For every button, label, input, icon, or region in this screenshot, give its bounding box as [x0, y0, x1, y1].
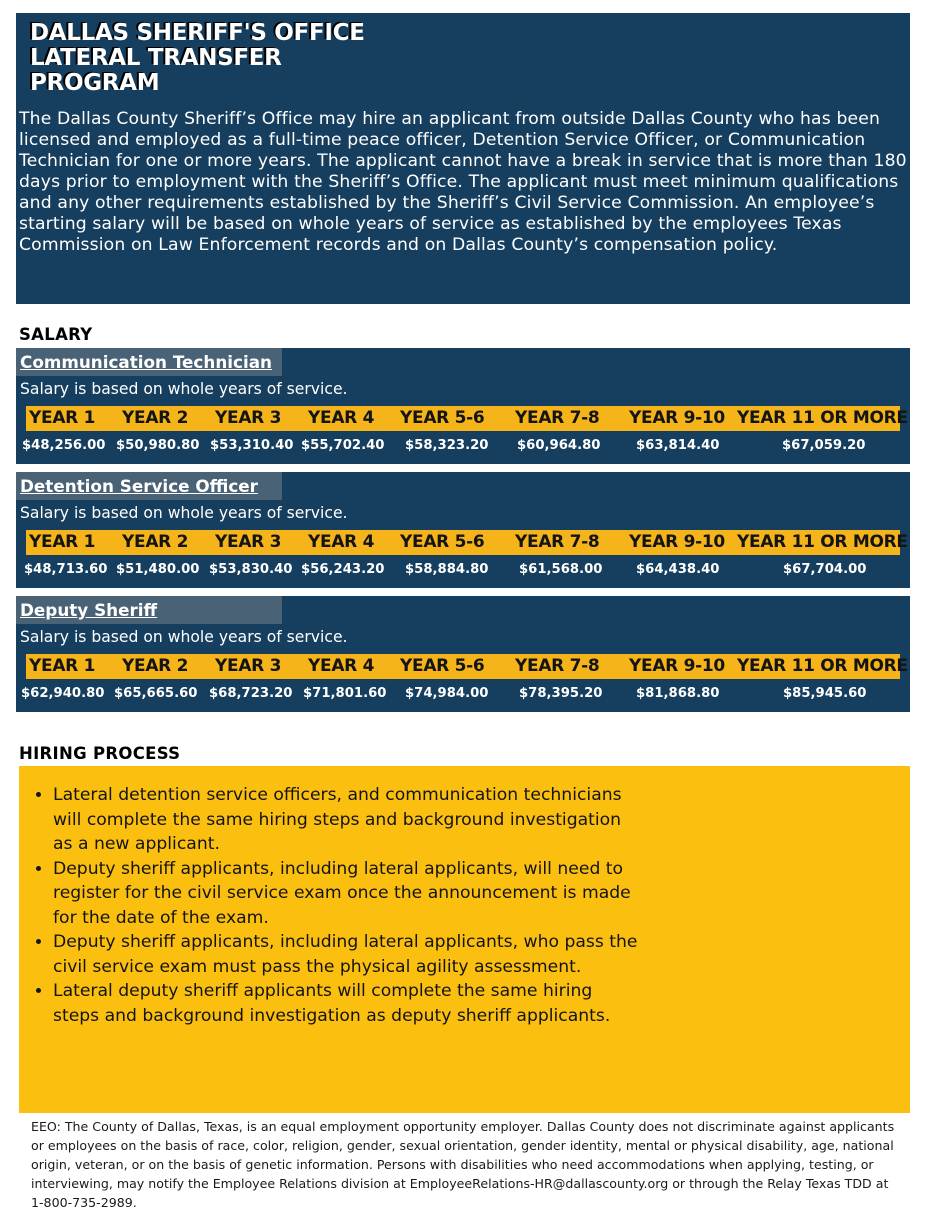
- year-label: YEAR 11 OR MORE: [737, 408, 908, 428]
- year-label: YEAR 3: [215, 532, 282, 552]
- salary-value: $58,323.20: [405, 438, 489, 453]
- salary-value: $74,984.00: [405, 686, 489, 701]
- year-label: YEAR 7-8: [515, 408, 600, 428]
- intro-paragraph: The Dallas County Sheriff’s Office may hire an applicant from outside Dallas County who has been licensed and employed as a full-time peace officer, Detention Service Officer, or Communication Technician for one or more years. The applicant cannot have a break in service that is more than 180 days prior to employment with the Sheriff’s Office. The applicant must meet minimum qualifications and any other requirements established by the Sheriff’s Civil Service Commission. An employee’s starting salary will be based on whole years of service as established by the employees Texas Commission on Law Enforcement records and on Dallas County’s compensation policy.: [19, 109, 907, 255]
- year-label: YEAR 11 OR MORE: [737, 656, 908, 676]
- year-header-row: [26, 530, 908, 555]
- year-label: YEAR 2: [122, 408, 189, 428]
- salary-value: $60,964.80: [517, 438, 601, 453]
- hiring-steps-list: [33, 783, 643, 1028]
- year-label: YEAR 4: [308, 532, 375, 552]
- salary-box-deputy-sheriff: [16, 596, 910, 712]
- salary-value: $63,814.40: [636, 438, 720, 453]
- eeo-statement: EEO: The County of Dallas, Texas, is an equal employment opportunity employer. Dallas County does not discriminate against applicants or employees on the basis of race, color, religion, gender, sexual orientation, gender identity, mental or physical disability, age, national origin, veteran, or on the basis of genetic information. Persons with disabilities who need accommodations when applying, testing, or interviewing, may notify the Employee Relations division at EmployeeRelations-HR@dallascounty.org or through the Relay Texas TDD at 1-800-735-2989.: [31, 1119, 895, 1210]
- year-label: YEAR 1: [29, 408, 96, 428]
- year-label: YEAR 9-10: [629, 532, 725, 552]
- header-banner: [16, 13, 910, 304]
- salary-value: $50,980.80: [116, 438, 200, 453]
- salary-box-detention-service-officer: [16, 472, 910, 588]
- year-label: YEAR 3: [215, 656, 282, 676]
- salary-value: $64,438.40: [636, 562, 720, 577]
- salary-value: $48,713.60: [24, 562, 108, 577]
- year-label: YEAR 3: [215, 408, 282, 428]
- salary-value: $51,480.00: [116, 562, 200, 577]
- salary-value: $78,395.20: [519, 686, 603, 701]
- year-label: YEAR 2: [122, 656, 189, 676]
- year-label: YEAR 1: [29, 532, 96, 552]
- salary-value: $48,256.00: [22, 438, 106, 453]
- year-header-row: [26, 654, 908, 679]
- year-label: YEAR 2: [122, 532, 189, 552]
- list-item: • Deputy sheriff applicants, including lateral applicants, who pass the civil service exam must pass the physical agility assessment.: [53, 930, 643, 979]
- salary-value: $53,830.40: [209, 562, 293, 577]
- year-header-row: [26, 406, 908, 431]
- salary-value: $61,568.00: [519, 562, 603, 577]
- year-label: YEAR 1: [29, 656, 96, 676]
- salary-heading: SALARY: [19, 325, 93, 344]
- year-label: YEAR 4: [308, 408, 375, 428]
- salary-value: $65,665.60: [114, 686, 198, 701]
- position-title: Deputy Sheriff: [16, 596, 282, 624]
- year-label: YEAR 9-10: [629, 408, 725, 428]
- salary-value: $81,868.80: [636, 686, 720, 701]
- salary-note: Salary is based on whole years of service.: [20, 628, 348, 646]
- salary-value: $67,059.20: [782, 438, 866, 453]
- salary-note: Salary is based on whole years of service.: [20, 380, 348, 398]
- salary-value: $67,704.00: [783, 562, 867, 577]
- salary-value: $62,940.80: [21, 686, 105, 701]
- year-label: YEAR 9-10: [629, 656, 725, 676]
- hiring-process-heading: HIRING PROCESS: [19, 744, 181, 763]
- year-label: YEAR 5-6: [400, 532, 485, 552]
- list-item: • Deputy sheriff applicants, including lateral applicants, will need to register for the civil service exam once the announcement is made for the date of the exam.: [53, 857, 643, 931]
- hiring-process-box: [19, 766, 910, 1113]
- year-label: YEAR 5-6: [400, 408, 485, 428]
- salary-value: $58,884.80: [405, 562, 489, 577]
- list-item: • Lateral deputy sheriff applicants will complete the same hiring steps and background investigation as deputy sheriff applicants.: [53, 979, 643, 1028]
- year-label: YEAR 7-8: [515, 656, 600, 676]
- salary-value: $56,243.20: [301, 562, 385, 577]
- position-title: Detention Service Officer: [16, 472, 282, 500]
- year-label: YEAR 5-6: [400, 656, 485, 676]
- salary-value: $71,801.60: [303, 686, 387, 701]
- year-label: YEAR 11 OR MORE: [737, 532, 908, 552]
- list-item: • Lateral detention service officers, and communication technicians will complete the same hiring steps and background investigation as a new applicant.: [53, 783, 643, 857]
- salary-box-communication-technician: [16, 348, 910, 464]
- salary-value: $68,723.20: [209, 686, 293, 701]
- year-label: YEAR 4: [308, 656, 375, 676]
- salary-value: $53,310.40: [210, 438, 294, 453]
- salary-value: $85,945.60: [783, 686, 867, 701]
- year-label: YEAR 7-8: [515, 532, 600, 552]
- position-title: Communication Technician: [16, 348, 282, 376]
- salary-value: $55,702.40: [301, 438, 385, 453]
- salary-note: Salary is based on whole years of service.: [20, 504, 348, 522]
- page-title: DALLAS SHERIFF'S OFFICE LATERAL TRANSFER PROGRAM: [30, 20, 365, 96]
